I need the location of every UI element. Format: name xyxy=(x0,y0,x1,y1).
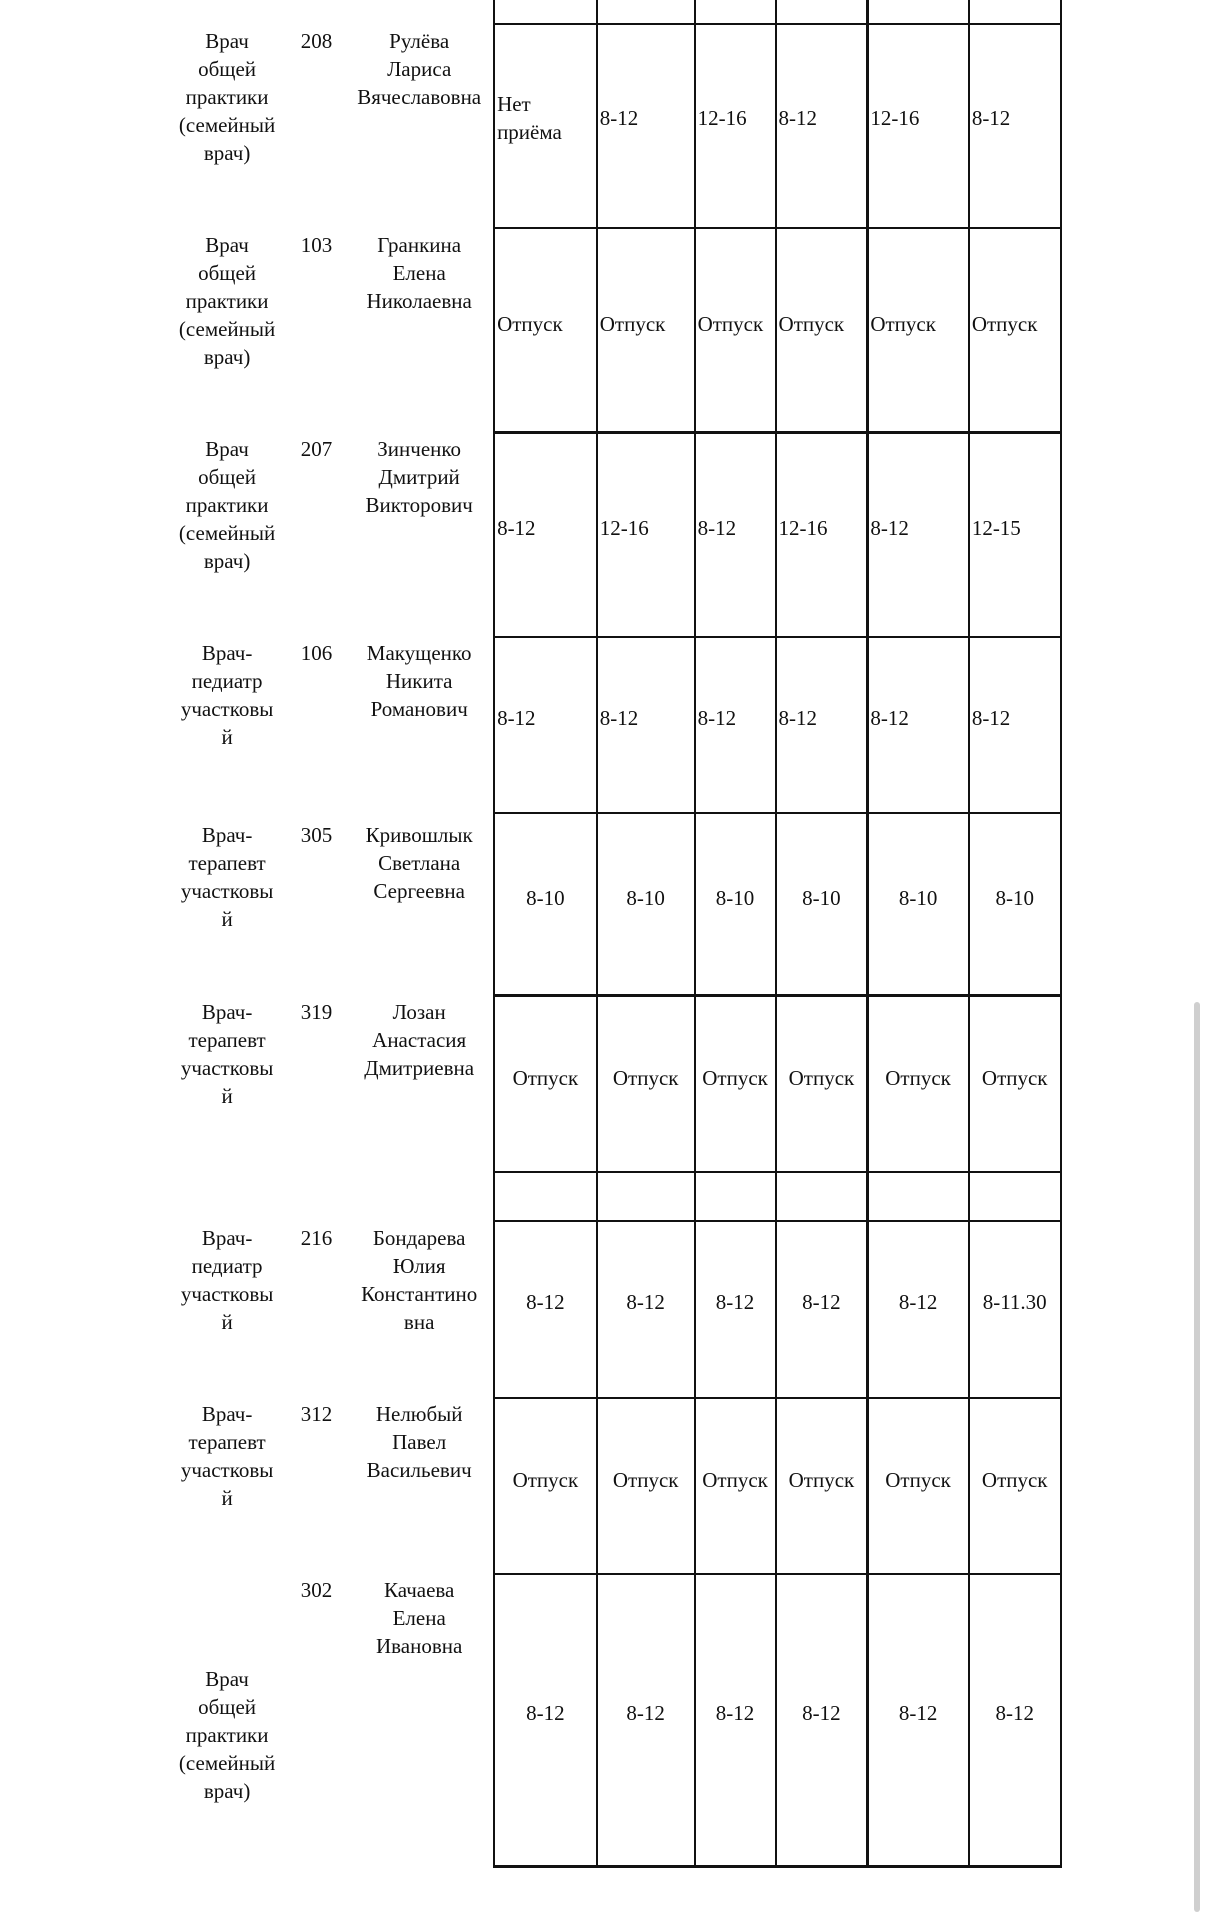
table-grid-line xyxy=(968,0,970,1867)
table-grid-line xyxy=(1060,0,1062,1867)
room-number: 305 xyxy=(300,823,333,848)
table-grid-line xyxy=(694,0,696,1867)
schedule-cell: Отпуск xyxy=(885,1467,951,1492)
room-number: 208 xyxy=(300,28,333,53)
schedule-cell: 8-10 xyxy=(995,885,1034,910)
table-grid-line xyxy=(493,23,1062,25)
doctor-name: Зинченко Дмитрий Викторович xyxy=(365,436,473,517)
table-grid-line xyxy=(493,1220,1062,1222)
table-grid-line xyxy=(493,0,495,1867)
doctor-name: Макущенко Никита Романович xyxy=(366,641,472,722)
schedule-cell: Отпуск xyxy=(788,1467,855,1492)
table-grid-line xyxy=(866,0,868,1867)
doctor-position: Врач- терапевт участковы й xyxy=(180,823,274,932)
doctor-name: Кривошлык Светлана Сергеевна xyxy=(365,823,473,904)
schedule-cell: 8-12 xyxy=(715,1700,755,1725)
table-grid-line xyxy=(775,0,777,1867)
table-grid-line xyxy=(493,1573,1062,1575)
table-grid-line xyxy=(493,1171,1062,1173)
schedule-cell: 8-12 xyxy=(626,1290,665,1315)
schedule-cell: 8-12 xyxy=(497,705,536,730)
doctor-name: Лозан Анастасия Дмитриевна xyxy=(364,999,475,1080)
table-grid-line xyxy=(493,431,1062,433)
schedule-cell: Нет приёма xyxy=(497,92,562,145)
schedule-cell: 8-10 xyxy=(715,885,755,910)
schedule-cell: 8-12 xyxy=(802,1290,841,1315)
schedule-cell: 8-12 xyxy=(697,515,737,540)
schedule-cell: 12-16 xyxy=(778,515,828,540)
doctor-name: Бондарева Юлия Константино вна xyxy=(361,1225,478,1334)
doctor-position: Врач- терапевт участковы й xyxy=(180,1402,274,1511)
schedule-cell: 8-12 xyxy=(599,106,639,131)
schedule-cell: Отпуск xyxy=(599,311,666,336)
schedule-cell: 8-12 xyxy=(870,515,909,540)
schedule-cell: 8-10 xyxy=(802,885,841,910)
schedule-cell: Отпуск xyxy=(612,1065,679,1090)
schedule-cell: Отпуск xyxy=(971,311,1038,336)
doctor-name: Нелюбый Павел Васильевич xyxy=(366,1402,472,1483)
schedule-cell: Отпуск xyxy=(702,1467,768,1492)
schedule-cell: 8-12 xyxy=(898,1290,938,1315)
schedule-cell: 8-12 xyxy=(870,705,909,730)
room-number: 207 xyxy=(300,436,333,461)
schedule-cell: 12-16 xyxy=(599,515,649,540)
schedule-cell: Отпуск xyxy=(612,1467,679,1492)
schedule-cell: Отпуск xyxy=(885,1065,951,1090)
schedule-cell: Отпуск xyxy=(697,311,764,336)
schedule-cell: 8-12 xyxy=(995,1700,1034,1725)
schedule-cell: 8-12 xyxy=(715,1290,755,1315)
schedule-cell: Отпуск xyxy=(512,1065,579,1090)
schedule-cell: 8-12 xyxy=(778,106,818,131)
schedule-cell: Отпуск xyxy=(512,1467,579,1492)
doctor-name: Качаева Елена Ивановна xyxy=(376,1578,463,1659)
schedule-cell: Отпуск xyxy=(870,311,936,336)
table-grid-line xyxy=(493,1397,1062,1399)
room-number: 312 xyxy=(300,1402,333,1427)
schedule-cell: 8-12 xyxy=(898,1700,938,1725)
schedule-cell: 8-12 xyxy=(802,1700,841,1725)
schedule-cell: 8-10 xyxy=(898,885,938,910)
doctor-position: Врач- педиатр участковы й xyxy=(180,641,274,750)
schedule-cell: 8-12 xyxy=(971,106,1011,131)
schedule-cell: 8-12 xyxy=(526,1700,565,1725)
schedule-cell: Отпуск xyxy=(778,311,845,336)
doctor-position: Врач- терапевт участковы й xyxy=(180,999,274,1108)
room-number: 302 xyxy=(300,1578,333,1603)
doctor-position: Врач- педиатр участковы й xyxy=(180,1225,274,1334)
doctor-position: Врач общей практики (семейный врач) xyxy=(178,436,276,573)
doctor-name: Рулёва Лариса Вячеславовна xyxy=(357,28,482,109)
doctor-position: Врач общей практики (семейный врач) xyxy=(178,232,276,369)
schedule-cell: 12-15 xyxy=(971,515,1021,540)
table-grid-line xyxy=(493,227,1062,229)
room-number: 106 xyxy=(300,641,333,666)
table-grid-line xyxy=(493,1865,1062,1867)
table-grid-line xyxy=(493,812,1062,814)
schedule-cell: 8-12 xyxy=(497,515,536,540)
doctor-position: Врач общей практики (семейный врач) xyxy=(178,1666,276,1803)
schedule-cell: 12-16 xyxy=(697,106,747,131)
schedule-cell: Отпуск xyxy=(788,1065,855,1090)
schedule-cell: 8-12 xyxy=(778,705,818,730)
schedule-cell: 8-12 xyxy=(526,1290,565,1315)
schedule-cell: 8-11.30 xyxy=(982,1290,1047,1315)
schedule-cell: Отпуск xyxy=(702,1065,768,1090)
schedule-cell: 8-10 xyxy=(526,885,565,910)
schedule-cell: 8-10 xyxy=(626,885,665,910)
schedule-cell: Отпуск xyxy=(981,1467,1048,1492)
schedule-cell: 8-12 xyxy=(971,705,1011,730)
schedule-cell: 8-12 xyxy=(626,1700,665,1725)
table-grid-line xyxy=(493,636,1062,638)
table-grid-line xyxy=(493,994,1062,996)
table-grid-line xyxy=(596,0,598,1867)
vertical-scrollbar[interactable] xyxy=(1194,1002,1200,1912)
schedule-cell: 8-12 xyxy=(599,705,639,730)
schedule-cell: 8-12 xyxy=(697,705,737,730)
schedule-cell: 12-16 xyxy=(870,106,920,131)
doctor-position: Врач общей практики (семейный врач) xyxy=(178,28,276,165)
schedule-cell: Отпуск xyxy=(497,311,563,336)
room-number: 319 xyxy=(300,999,333,1024)
doctor-name: Гранкина Елена Николаевна xyxy=(366,232,472,313)
room-number: 216 xyxy=(300,1225,333,1250)
room-number: 103 xyxy=(300,232,333,257)
schedule-cell: Отпуск xyxy=(981,1065,1048,1090)
